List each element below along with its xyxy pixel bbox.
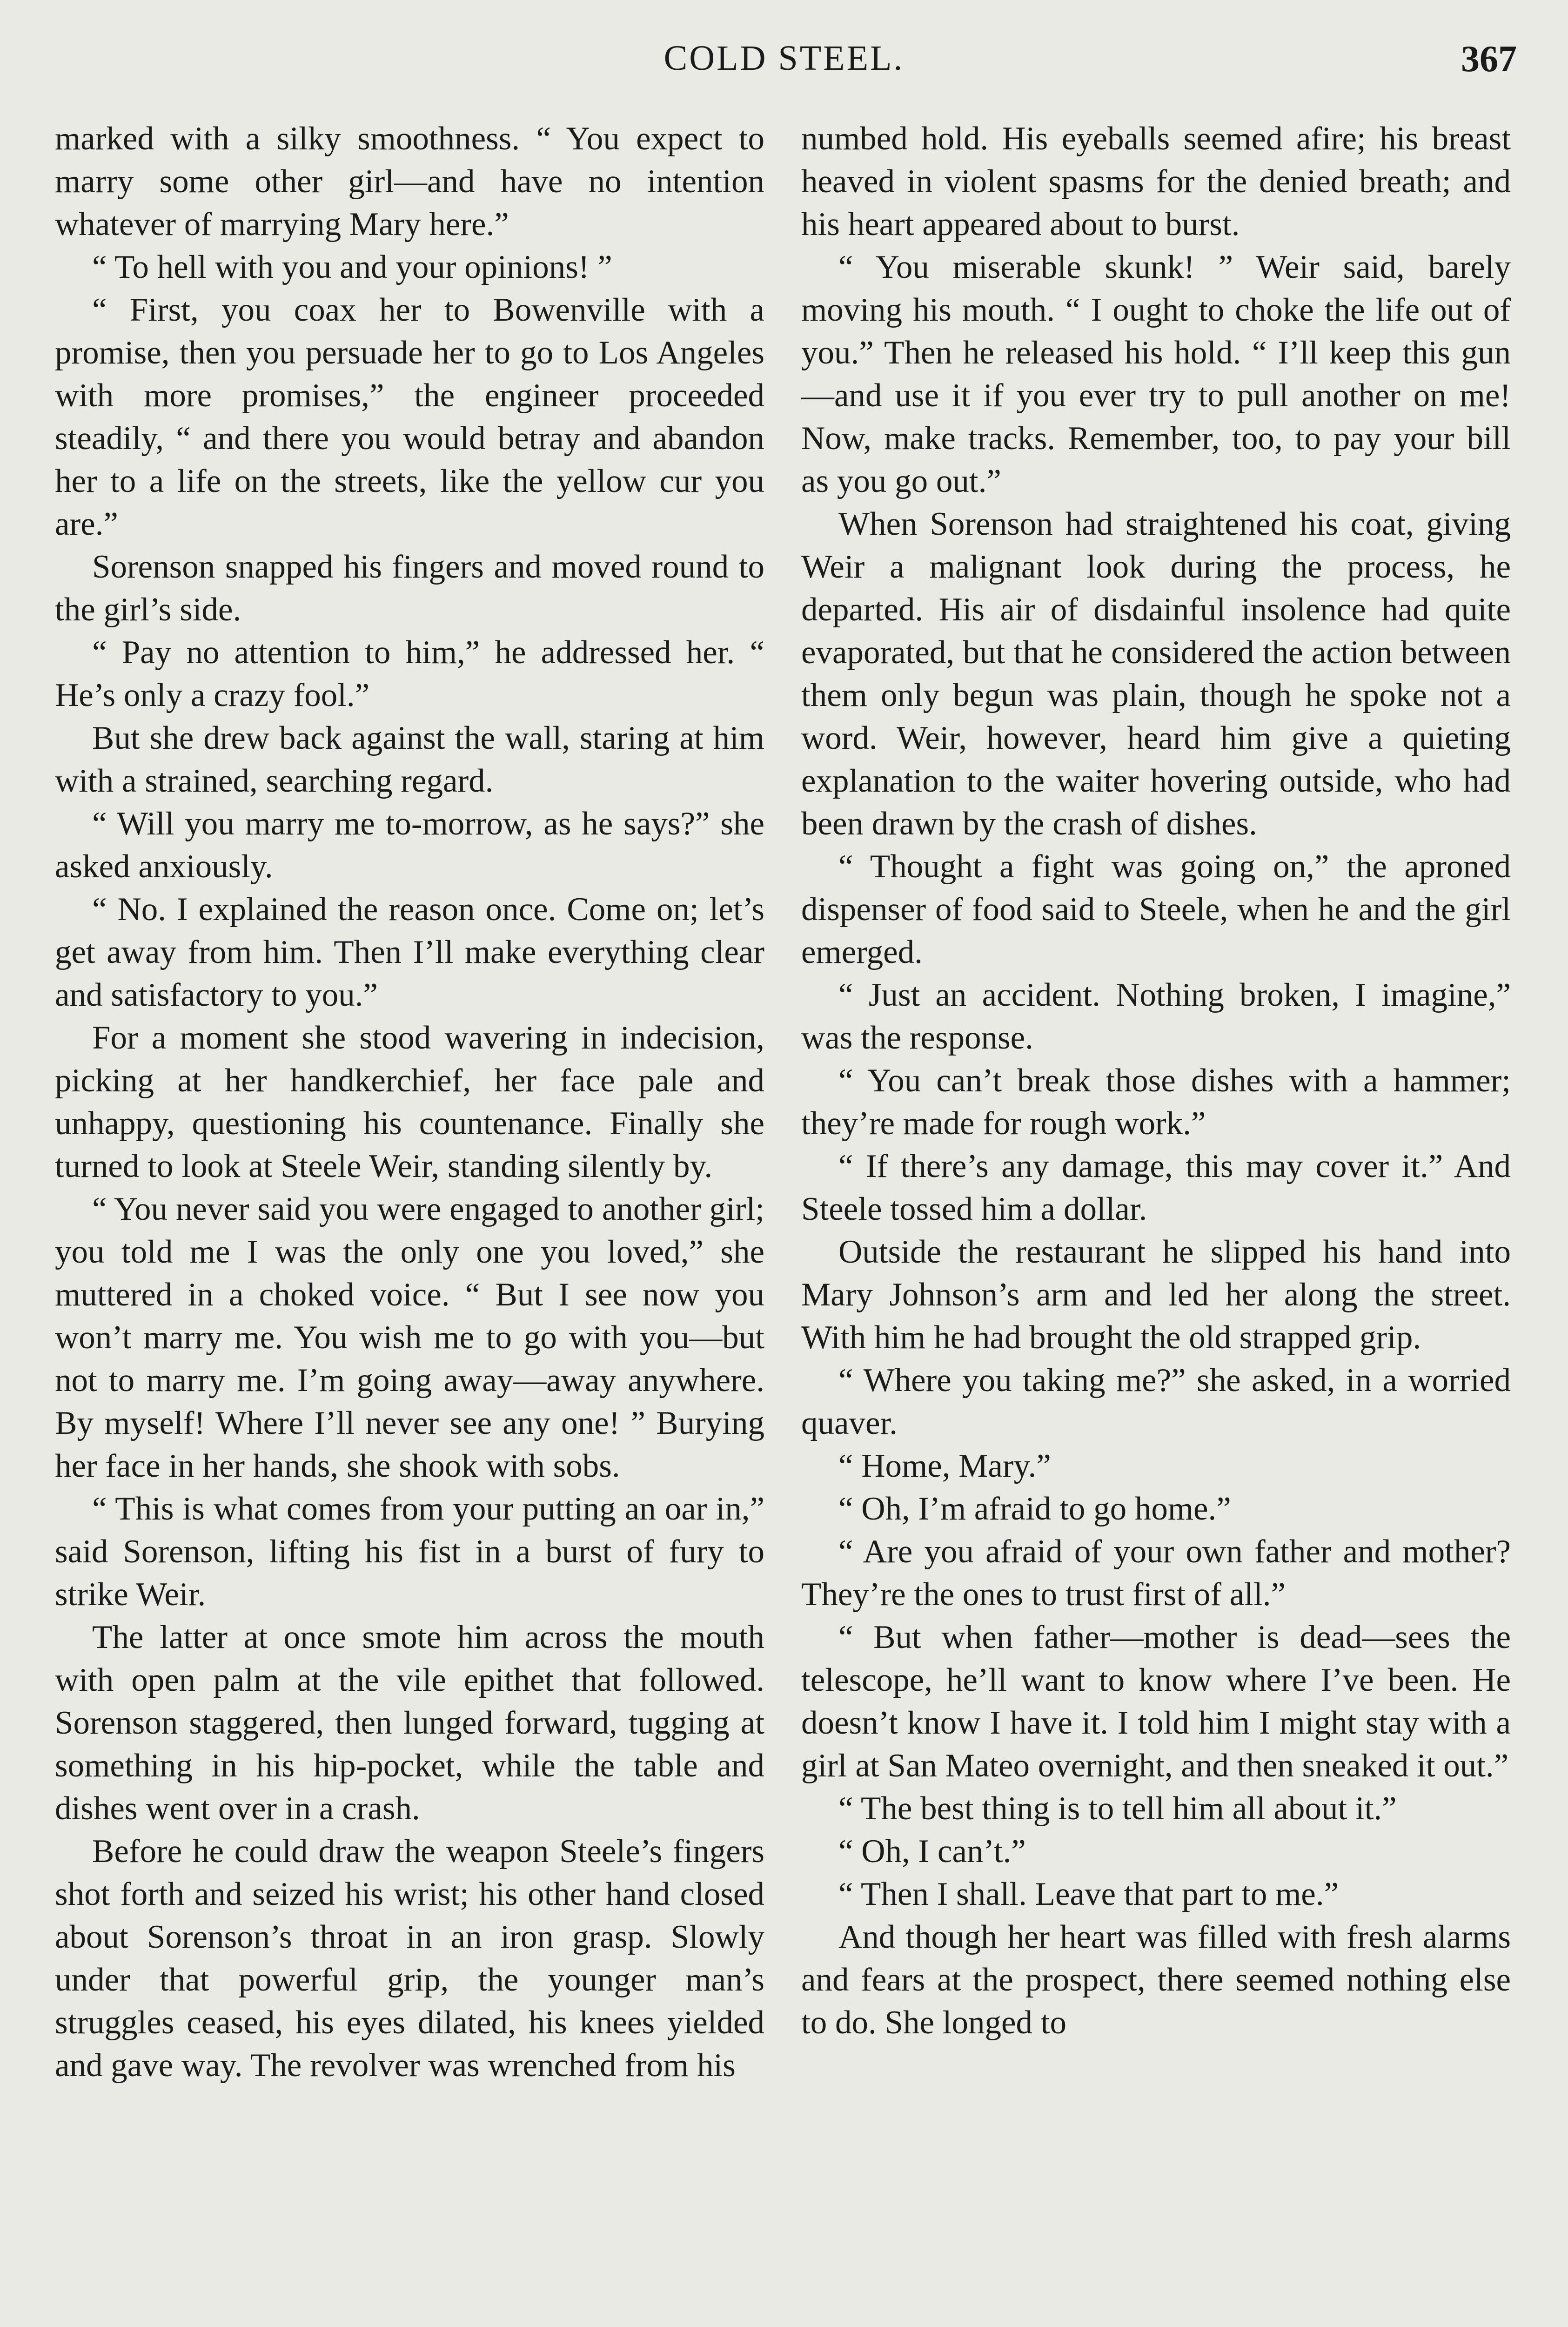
paragraph: “ Are you afraid of your own father and mother? They’re the ones to trust first of all.” bbox=[801, 1533, 1511, 1613]
paragraph: “ Pay no attention to him,” he addressed her. “ He’s only a crazy fool.” bbox=[55, 634, 764, 713]
paragraph: “ You never said you were engaged to another girl; you told me I was the only one you loved,” she muttered in a choked voice. “ But I see now you won’t marry me. You wish me to go with you—but not to marry me. I’m going away—away anywhere. By myself! Where I’ll never see any one! ” Burying her face in her hands, she shook with sobs. bbox=[55, 1191, 764, 1484]
paragraph: “ Oh, I’m afraid to go home.” bbox=[838, 1491, 1231, 1527]
paragraph: “ Home, Mary.” bbox=[838, 1448, 1051, 1484]
paragraph: Before he could draw the weapon Steele’s fingers shot forth and seized his wrist; his other hand closed about Sorenson’s throat in an iron grasp. Slowly under that powerful grip, the younger man’s struggles ceased, his eyes dilated, his knees yielded and gave way. The revolver was wrenched from his bbox=[55, 1833, 764, 2084]
paragraph: “ Thought a fight was going on,” the aproned dispenser of food said to Steele, when he and the girl emerged. bbox=[801, 848, 1511, 970]
paragraph: “ If there’s any damage, this may cover it.” And Steele tossed him a dollar. bbox=[801, 1148, 1511, 1227]
left-column bbox=[55, 117, 764, 2327]
paragraph: marked with a silky smoothness. “ You expect to marry some other girl—and have no intention whatever of marrying Mary here.” bbox=[55, 121, 764, 242]
paragraph: Sorenson snapped his fingers and moved round to the girl’s side. bbox=[55, 549, 764, 628]
paragraph: “ First, you coax her to Bowenville with a promise, then you persuade her to go to Los Angeles with more promises,” the engineer proceeded steadily, “ and there you would betray and abandon her to a life on the streets, like the yellow cur you are.” bbox=[55, 292, 764, 542]
paragraph: “ No. I explained the reason once. Come on; let’s get away from him. Then I’ll make everything clear and satisfactory to you.” bbox=[55, 891, 764, 1013]
paragraph: But she drew back against the wall, staring at him with a strained, searching regard. bbox=[55, 720, 764, 799]
right-column bbox=[801, 117, 1511, 2327]
page-header bbox=[51, 38, 1517, 89]
running-title: COLD STEEL. bbox=[663, 39, 905, 78]
paragraph: “ But when father—mother is dead—sees the telescope, he’ll want to know where I’ve been. He doesn’t know I have it. I told him I might stay with a girl at San Mateo overnight, and then sneaked it out.” bbox=[801, 1619, 1511, 1784]
paragraph: When Sorenson had straightened his coat, giving Weir a malignant look during the process, he departed. His air of disdainful insolence had quite evaporated, but that he considered the action between them only begun was plain, though he spoke not a word. Weir, however, heard him give a quieting explanation to the waiter hovering outside, who had been drawn by the crash of dishes. bbox=[801, 506, 1511, 842]
paragraph: And though her heart was filled with fresh alarms and fears at the prospect, there seemed nothing else to do. She longed to bbox=[801, 1919, 1511, 2041]
paragraph: “ Will you marry me to-morrow, as he says?” she asked anxiously. bbox=[55, 806, 764, 885]
paragraph: “ You can’t break those dishes with a hammer; they’re made for rough work.” bbox=[801, 1063, 1511, 1142]
paragraph: “ Then I shall. Leave that part to me.” bbox=[838, 1876, 1339, 1912]
paragraph: “ Oh, I can’t.” bbox=[838, 1833, 1026, 1870]
paragraph: numbed hold. His eyeballs seemed afire; his breast heaved in violent spasms for the denied breath; and his heart appeared about to burst. bbox=[801, 121, 1511, 242]
paragraph: “ Where you taking me?” she asked, in a worried quaver. bbox=[801, 1362, 1511, 1441]
paragraph: “ The best thing is to tell him all about it.” bbox=[838, 1790, 1397, 1827]
paragraph: Outside the restaurant he slipped his hand into Mary Johnson’s arm and led her along the street. With him he had brought the old strapped grip. bbox=[801, 1234, 1511, 1356]
paragraph: For a moment she stood wavering in indecision, picking at her handkerchief, her face pale and unhappy, questioning his countenance. Finally she turned to look at Steele Weir, standing silently by. bbox=[55, 1020, 764, 1184]
paragraph: “ This is what comes from your putting an oar in,” said Sorenson, lifting his fist in a burst of fury to strike Weir. bbox=[55, 1491, 764, 1613]
paragraph: “ You miserable skunk! ” Weir said, barely moving his mouth. “ I ought to choke the life out of you.” Then he released his hold. “ I’ll keep this gun—and use it if you ever try to pull another on me! Now, make tracks. Remember, too, to pay your bill as you go out.” bbox=[801, 249, 1511, 499]
paragraph: “ To hell with you and your opinions! ” bbox=[92, 249, 612, 285]
paragraph: “ Just an accident. Nothing broken, I imagine,” was the response. bbox=[801, 977, 1511, 1056]
paragraph: The latter at once smote him across the mouth with open palm at the vile epithet that followed. Sorenson staggered, then lunged forward, tugging at something in his hip-pocket, while the table and dishes went over in a crash. bbox=[55, 1619, 764, 1827]
page-number: 367 bbox=[1461, 39, 1517, 80]
